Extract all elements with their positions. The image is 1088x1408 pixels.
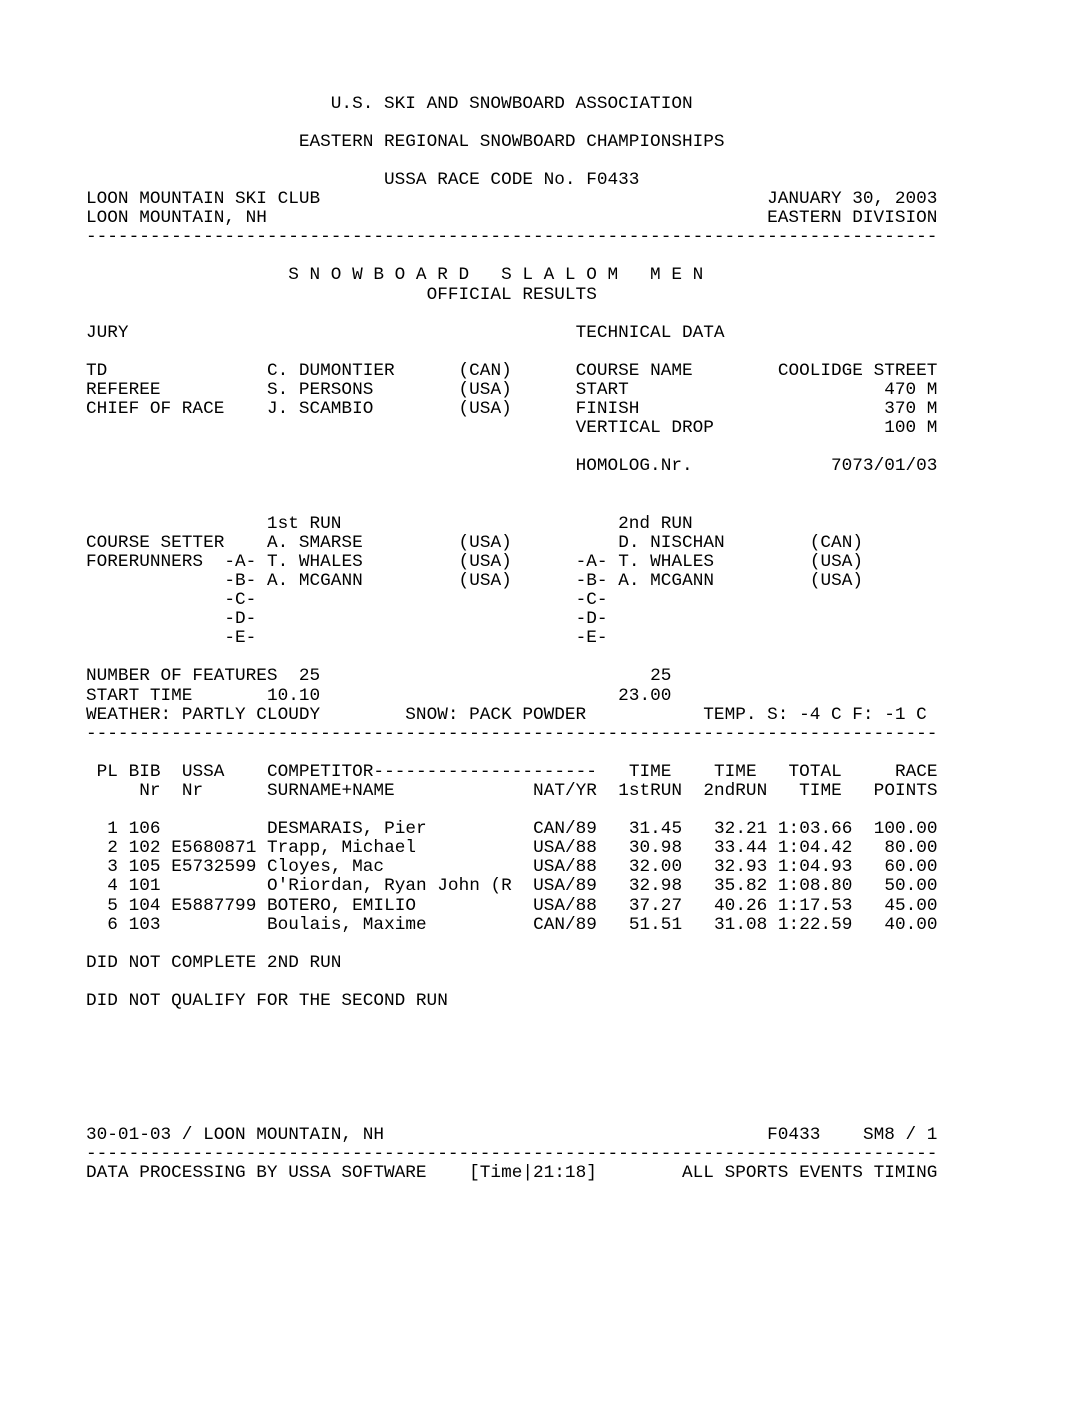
result-points: 60.00: [884, 857, 938, 877]
result-place: 2: [107, 838, 118, 858]
result-place: 5: [107, 896, 118, 916]
result-name: Trapp, Michael: [267, 838, 416, 858]
features-run2: 25: [650, 666, 672, 686]
jury-role: REFEREE: [86, 380, 161, 400]
run2-setter: D. NISCHAN: [618, 533, 725, 553]
event-title: EASTERN REGIONAL SNOWBOARD CHAMPIONSHIPS: [298, 132, 725, 152]
result-bib: 105: [128, 857, 161, 877]
forerunner-name: A. MCGANN: [266, 571, 363, 591]
header-association: [86, 95, 693, 114]
jury-nat: (CAN): [458, 361, 512, 381]
col-points: POINTS: [873, 781, 938, 801]
col-time: TIME: [799, 781, 842, 801]
result-points: 80.00: [884, 838, 938, 858]
forerunner-code: -E-: [575, 628, 608, 648]
run2-setter-nat: (CAN): [809, 533, 863, 553]
tech-value: 100 M: [884, 418, 938, 438]
tech-value: 470 M: [884, 380, 938, 400]
result-name: Boulais, Maxime: [267, 915, 427, 935]
forerunner-row: [86, 553, 863, 572]
result-total: 1:04.93: [777, 857, 853, 877]
jury-role: CHIEF OF RACE: [86, 399, 225, 419]
tech-label: VERTICAL DROP: [575, 418, 714, 438]
col-ussa: USSA: [181, 762, 225, 782]
result-run1: 30.98: [628, 838, 683, 858]
conditions-line: [86, 706, 927, 725]
table-row: [86, 897, 938, 916]
tech-label: FINISH: [575, 399, 640, 419]
run1-setter-nat: (USA): [458, 533, 512, 553]
result-run1: 31.45: [628, 819, 683, 839]
division: EASTERN DIVISION: [767, 208, 938, 228]
result-name: DESMARAIS, Pier: [267, 819, 427, 839]
forerunner-name: A. MCGANN: [618, 571, 715, 591]
jury-row: [86, 419, 937, 438]
forerunner-code: -A-: [224, 552, 257, 572]
rule: --------------------------------------------------------------------------------: [86, 227, 938, 247]
result-bib: 104: [128, 896, 161, 916]
jury-nat: (USA): [458, 380, 512, 400]
jury-role: TD: [86, 361, 108, 381]
forerunner-row: [86, 629, 810, 648]
jury-row: [86, 400, 937, 419]
technical-data-label: TECHNICAL DATA: [575, 323, 725, 343]
dnc-line: [86, 954, 341, 973]
result-run2: 32.21: [714, 819, 768, 839]
forerunner-name: T. WHALES: [266, 552, 363, 572]
col-surname-name: SURNAME+NAME: [266, 781, 395, 801]
weather: WEATHER: PARTLY CLOUDY: [86, 705, 321, 725]
conditions-rule: [86, 725, 937, 744]
forerunner-nat: (USA): [809, 571, 864, 591]
result-total: 1:22.59: [777, 915, 853, 935]
footer-line: [86, 1126, 937, 1145]
result-run2: 33.44: [714, 838, 768, 858]
result-points: 100.00: [873, 819, 938, 839]
col-nr: Nr: [139, 781, 161, 801]
header-event: [86, 133, 725, 152]
run1-setter: A. SMARSE: [266, 533, 363, 553]
official-results: OFFICIAL RESULTS: [426, 285, 597, 305]
dnq-line: [86, 992, 448, 1011]
col-bib: BIB: [128, 762, 161, 782]
result-points: 40.00: [884, 915, 938, 935]
jury-nat: (USA): [458, 399, 512, 419]
result-ussa: E5732599: [171, 857, 257, 877]
header-rule: [86, 228, 937, 247]
header-location-line: [86, 209, 937, 228]
col-total: TOTAL: [788, 762, 842, 782]
rule: --------------------------------------------------------------------------------: [86, 1144, 938, 1164]
run1-label: 1st RUN: [266, 514, 342, 534]
result-name: BOTERO, EMILIO: [267, 896, 416, 916]
result-ussa: E5680871: [171, 838, 257, 858]
forerunner-row: [86, 591, 810, 610]
forerunner-row: [86, 572, 863, 591]
forerunner-code: -C-: [224, 590, 257, 610]
timing-company: ALL SPORTS EVENTS TIMING: [682, 1163, 938, 1183]
result-place: 6: [107, 915, 118, 935]
jury-headings: [86, 324, 725, 343]
result-run2: 32.93: [714, 857, 768, 877]
footer-page: SM8 / 1: [862, 1125, 938, 1145]
forerunner-code: -B-: [575, 571, 608, 591]
result-points: 45.00: [884, 896, 938, 916]
forerunner-code: -D-: [224, 609, 257, 629]
jury-name: J. SCAMBIO: [266, 399, 374, 419]
result-bib: 101: [128, 876, 161, 896]
table-row: [86, 820, 938, 839]
table-row: [86, 877, 938, 896]
col-pl: PL: [96, 762, 118, 782]
col-competitor: COMPETITOR---------------------: [267, 762, 597, 782]
features-label: NUMBER OF FEATURES: [86, 666, 278, 686]
col-time1: TIME: [628, 762, 672, 782]
discipline: S N O W B O A R D S L A L O M M E N: [288, 265, 704, 285]
header-club-line: [86, 190, 937, 209]
table-row: [86, 916, 938, 935]
processing-line: [86, 1164, 937, 1183]
result-place: 1: [107, 819, 118, 839]
forerunner-code: -D-: [575, 609, 608, 629]
result-place: 4: [107, 876, 118, 896]
result-run1: 51.51: [628, 915, 683, 935]
run2-label: 2nd RUN: [618, 514, 693, 534]
location: LOON MOUNTAIN, NH: [86, 208, 267, 228]
header-race-code: [86, 171, 639, 190]
dnc-label: DID NOT COMPLETE 2ND RUN: [86, 953, 342, 973]
result-nat: CAN/89: [533, 819, 597, 839]
result-name: Cloyes, Mac: [267, 857, 385, 877]
forerunner-nat: (USA): [809, 552, 864, 572]
col-nat-yr: NAT/YR: [533, 781, 597, 801]
discipline-line: [86, 266, 703, 285]
result-nat: USA/88: [533, 896, 597, 916]
result-total: 1:08.80: [777, 876, 853, 896]
jury-label: JURY: [86, 323, 129, 343]
result-total: 1:03.66: [777, 819, 853, 839]
subtitle-line: [86, 286, 597, 305]
result-total: 1:04.42: [777, 838, 853, 858]
result-points: 50.00: [884, 876, 938, 896]
result-bib: 103: [128, 915, 161, 935]
tech-value: COOLIDGE STREET: [777, 361, 938, 381]
jury-row: [86, 381, 937, 400]
result-run1: 32.00: [628, 857, 683, 877]
features-line: [86, 667, 671, 686]
jury-row: [86, 362, 937, 381]
jury-name: S. PERSONS: [266, 380, 374, 400]
temperature: TEMP. S: -4 C F: -1 C: [703, 705, 927, 725]
col-1strun: 1stRUN: [618, 781, 683, 801]
footer-date-location: 30-01-03 / LOON MOUNTAIN, NH: [86, 1125, 384, 1145]
forerunner-nat: (USA): [458, 571, 512, 591]
result-nat: USA/89: [533, 876, 597, 896]
run-labels: [86, 515, 693, 534]
race-date: JANUARY 30, 2003: [767, 189, 938, 209]
tech-value: 370 M: [884, 399, 938, 419]
race-code: USSA RACE CODE No. F0433: [384, 170, 640, 190]
forerunners-label: FORERUNNERS: [86, 552, 204, 572]
start-time-label: START TIME: [86, 686, 193, 706]
col-race: RACE: [894, 762, 938, 782]
result-run1: 32.98: [628, 876, 683, 896]
result-run1: 37.27: [628, 896, 683, 916]
forerunner-row: [86, 610, 810, 629]
tech-label: COURSE NAME: [575, 361, 693, 381]
jury-name: C. DUMONTIER: [266, 361, 395, 381]
result-bib: 106: [128, 819, 161, 839]
forerunner-code: -A-: [575, 552, 608, 572]
col-2ndrun: 2ndRUN: [703, 781, 768, 801]
dnq-label: DID NOT QUALIFY FOR THE SECOND RUN: [86, 991, 448, 1011]
homolog-label: HOMOLOG.Nr.: [575, 456, 693, 476]
result-ussa: E5887799: [171, 896, 257, 916]
footer-code: F0433: [767, 1125, 821, 1145]
features-run1: 25: [298, 666, 321, 686]
result-nat: USA/88: [533, 857, 597, 877]
tech-label: START: [575, 380, 629, 400]
result-run2: 35.82: [714, 876, 768, 896]
snow: SNOW: PACK POWDER: [405, 705, 587, 725]
result-run2: 40.26: [714, 896, 768, 916]
club: LOON MOUNTAIN SKI CLUB: [86, 189, 321, 209]
forerunner-code: -B-: [224, 571, 257, 591]
forerunner-nat: (USA): [458, 552, 512, 572]
association: U.S. SKI AND SNOWBOARD ASSOCIATION: [330, 94, 693, 114]
table-header-1: [86, 763, 938, 782]
forerunner-code: -C-: [575, 590, 608, 610]
forerunner-name: T. WHALES: [618, 552, 715, 572]
col-nr: Nr: [181, 781, 204, 801]
result-run2: 31.08: [714, 915, 768, 935]
result-nat: CAN/89: [533, 915, 597, 935]
rule: --------------------------------------------------------------------------------: [86, 724, 938, 744]
footer-rule: [86, 1145, 937, 1164]
start-time-line: [86, 687, 671, 706]
result-place: 3: [107, 857, 118, 877]
result-name: O'Riordan, Ryan John (R: [267, 876, 512, 896]
processing-time: [Time|21:18]: [469, 1163, 597, 1183]
table-row: [86, 858, 938, 877]
start-time-run1: 10.10: [266, 686, 321, 706]
homolog-value: 7073/01/03: [831, 456, 938, 476]
result-bib: 102: [128, 838, 161, 858]
homolog-line: [86, 457, 937, 476]
result-total: 1:17.53: [777, 896, 853, 916]
processing-label: DATA PROCESSING BY USSA SOFTWARE: [86, 1163, 427, 1183]
result-nat: USA/88: [533, 838, 597, 858]
start-time-run2: 23.00: [618, 686, 672, 706]
table-row: [86, 839, 938, 858]
col-time2: TIME: [714, 762, 757, 782]
course-setter-label: COURSE SETTER: [86, 533, 225, 553]
forerunner-code: -E-: [224, 628, 257, 648]
course-setter-line: [86, 534, 863, 553]
table-header-2: [86, 782, 938, 801]
